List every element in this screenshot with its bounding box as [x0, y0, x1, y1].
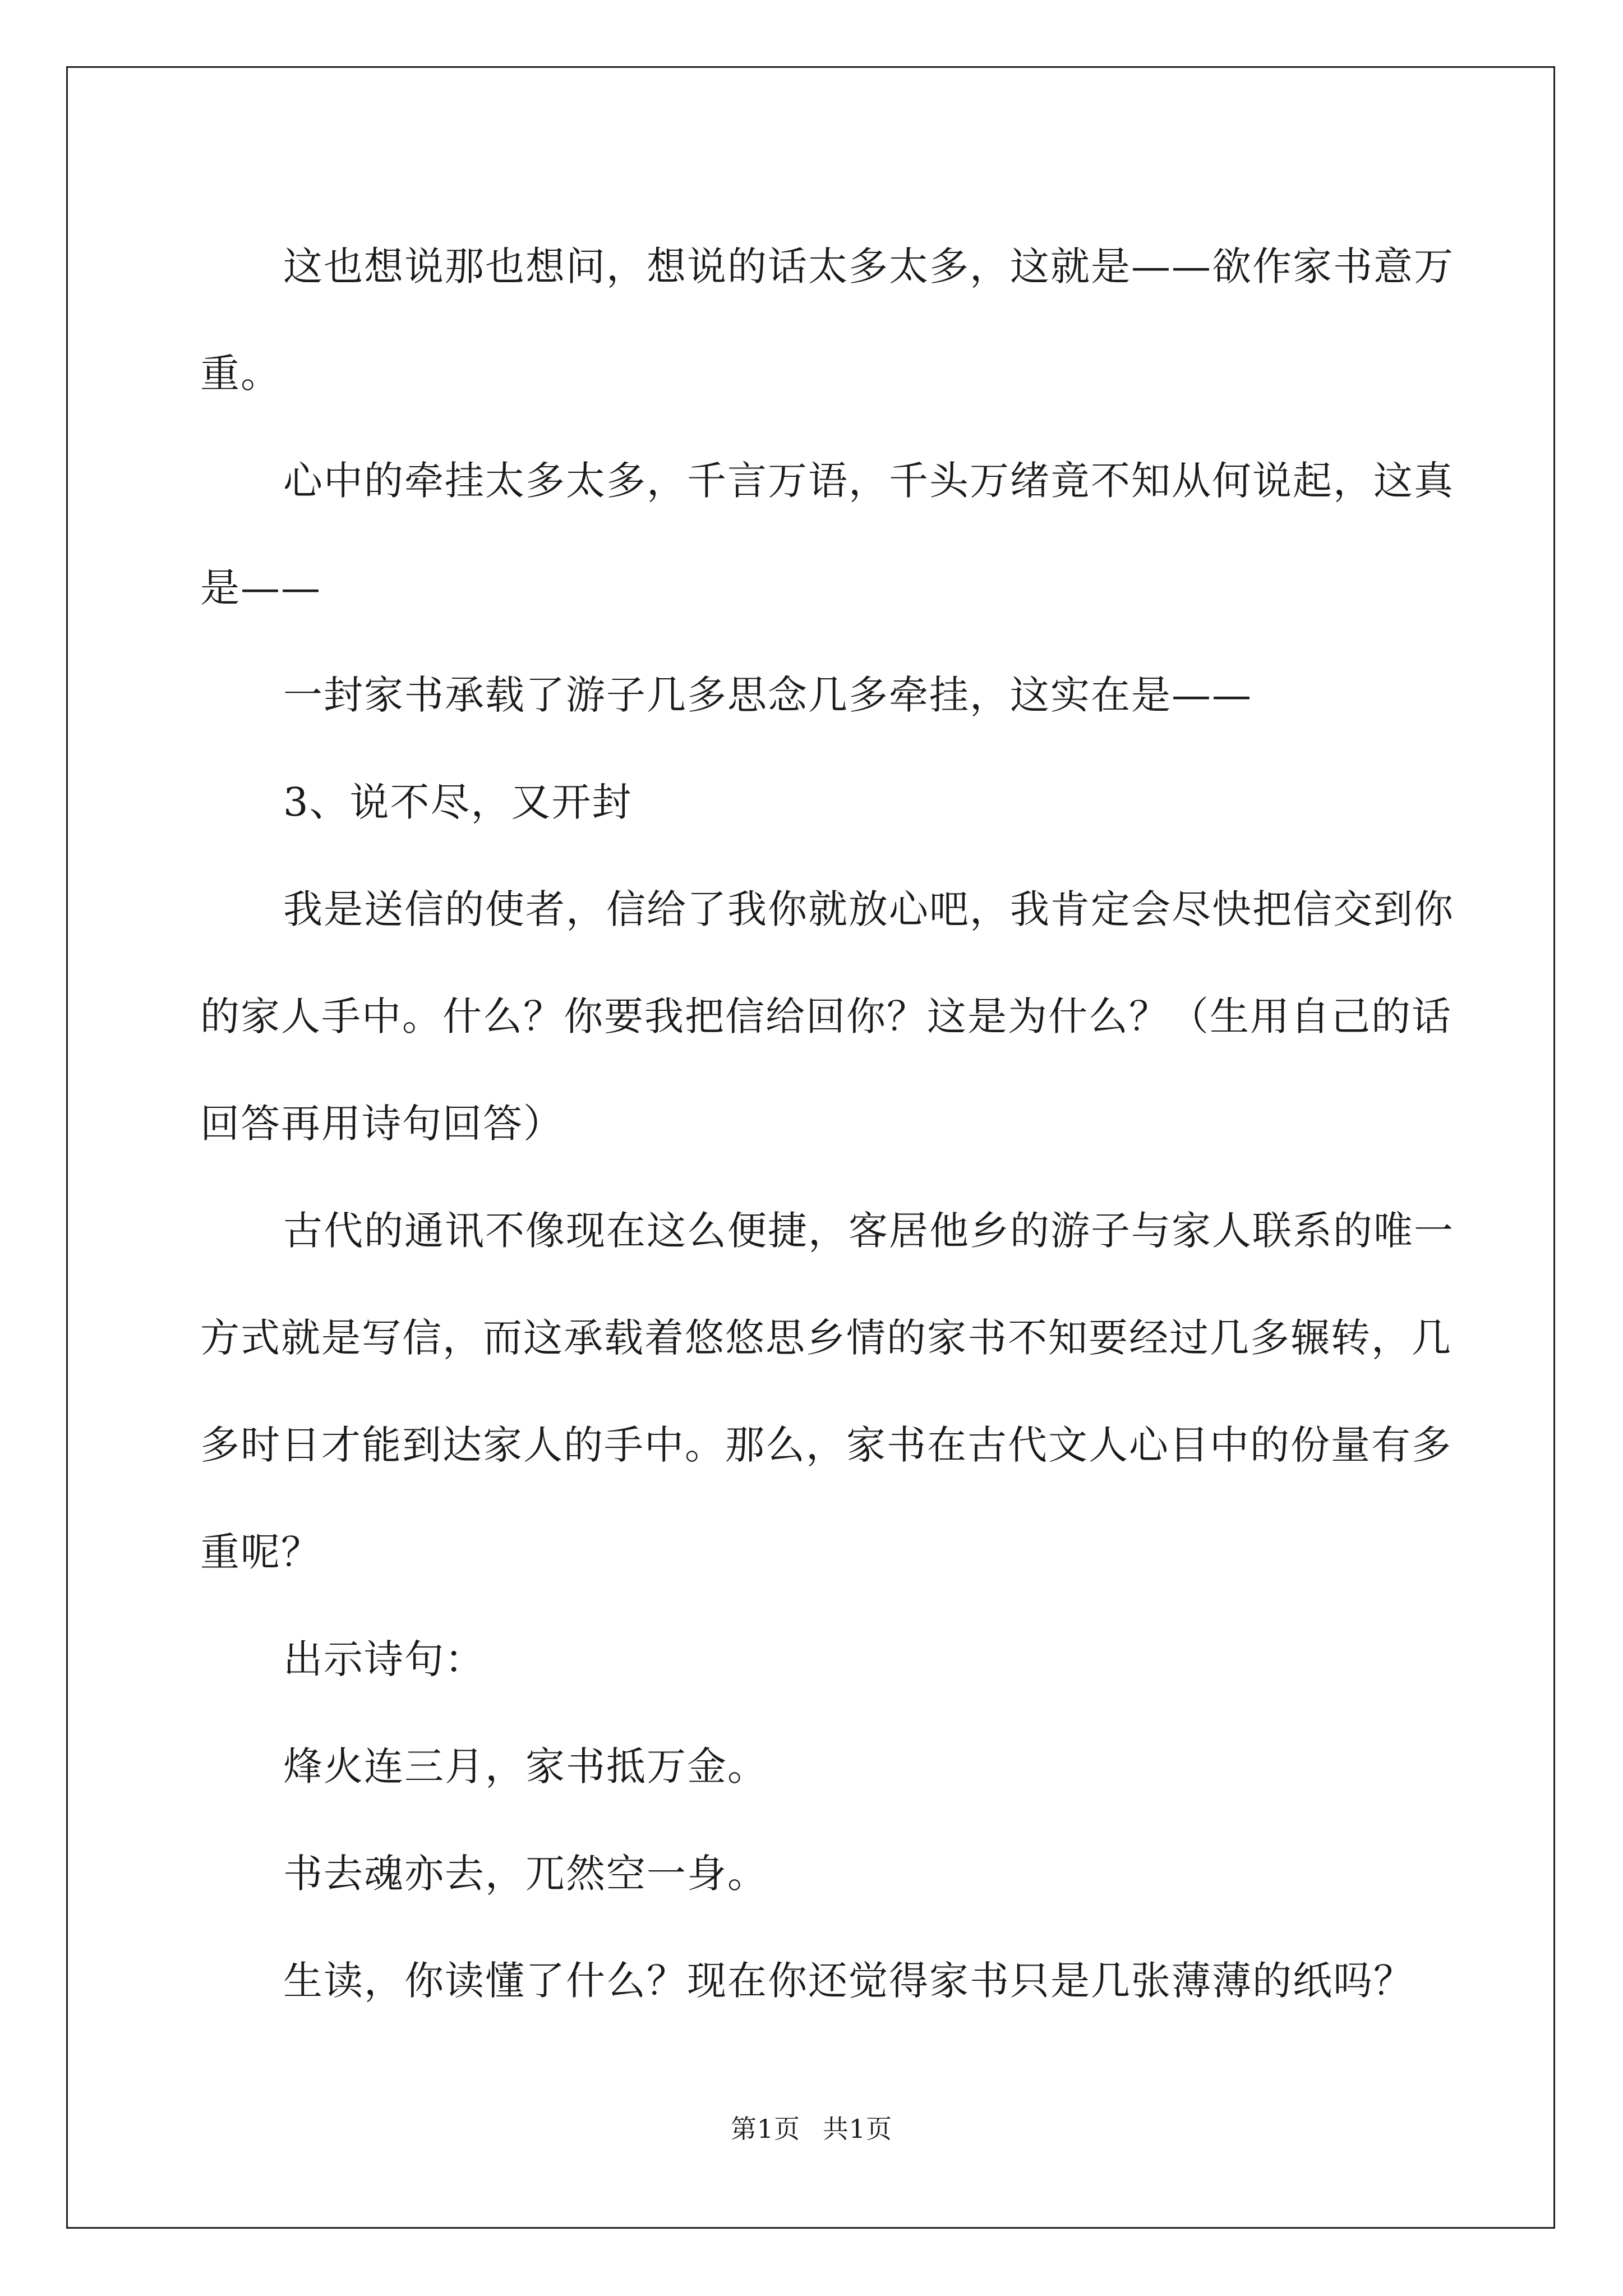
paragraph: 心中的牵挂太多太多，千言万语，千头万绪竟不知从何说起，这真是——: [200, 458, 1454, 611]
paragraph: 我是送信的使者，信给了我你就放心吧，我肯定会尽快把信交到你的家人手中。什么？你要我把信给回你？这是为什么？（生用自己的话回答再用诗句回答）: [200, 886, 1454, 1147]
page-number: 第1页: [730, 2114, 801, 2144]
document-body: [200, 213, 1468, 2035]
poem-line: 书去魂亦去，兀然空一身。: [283, 1851, 768, 1897]
paragraph: 一封家书承载了游子几多思念几多牵挂，这实在是——: [283, 672, 1252, 718]
paragraph: 生读，你读懂了什么？现在你还觉得家书只是几张薄薄的纸吗？: [283, 1958, 1414, 2004]
paragraph: 古代的通讯不像现在这么便捷，客居他乡的游子与家人联系的唯一方式就是写信，而这承载着悠悠思乡情的家书不知要经过几多辗转，几多时日才能到达家人的手中。那么，家书在古代文人心目中的份量有多重呢？: [200, 1208, 1454, 1575]
poem-line: 烽火连三月，家书抵万金。: [283, 1743, 768, 1789]
paragraph: 出示诗句：: [283, 1636, 485, 1682]
section-heading: 3、说不尽，又开封: [283, 779, 633, 825]
page-footer: [0, 2112, 1623, 2146]
paragraph: 这也想说那也想问，想说的话太多太多，这就是——欲作家书意万重。: [200, 243, 1454, 397]
page-total: 共1页: [822, 2114, 893, 2144]
